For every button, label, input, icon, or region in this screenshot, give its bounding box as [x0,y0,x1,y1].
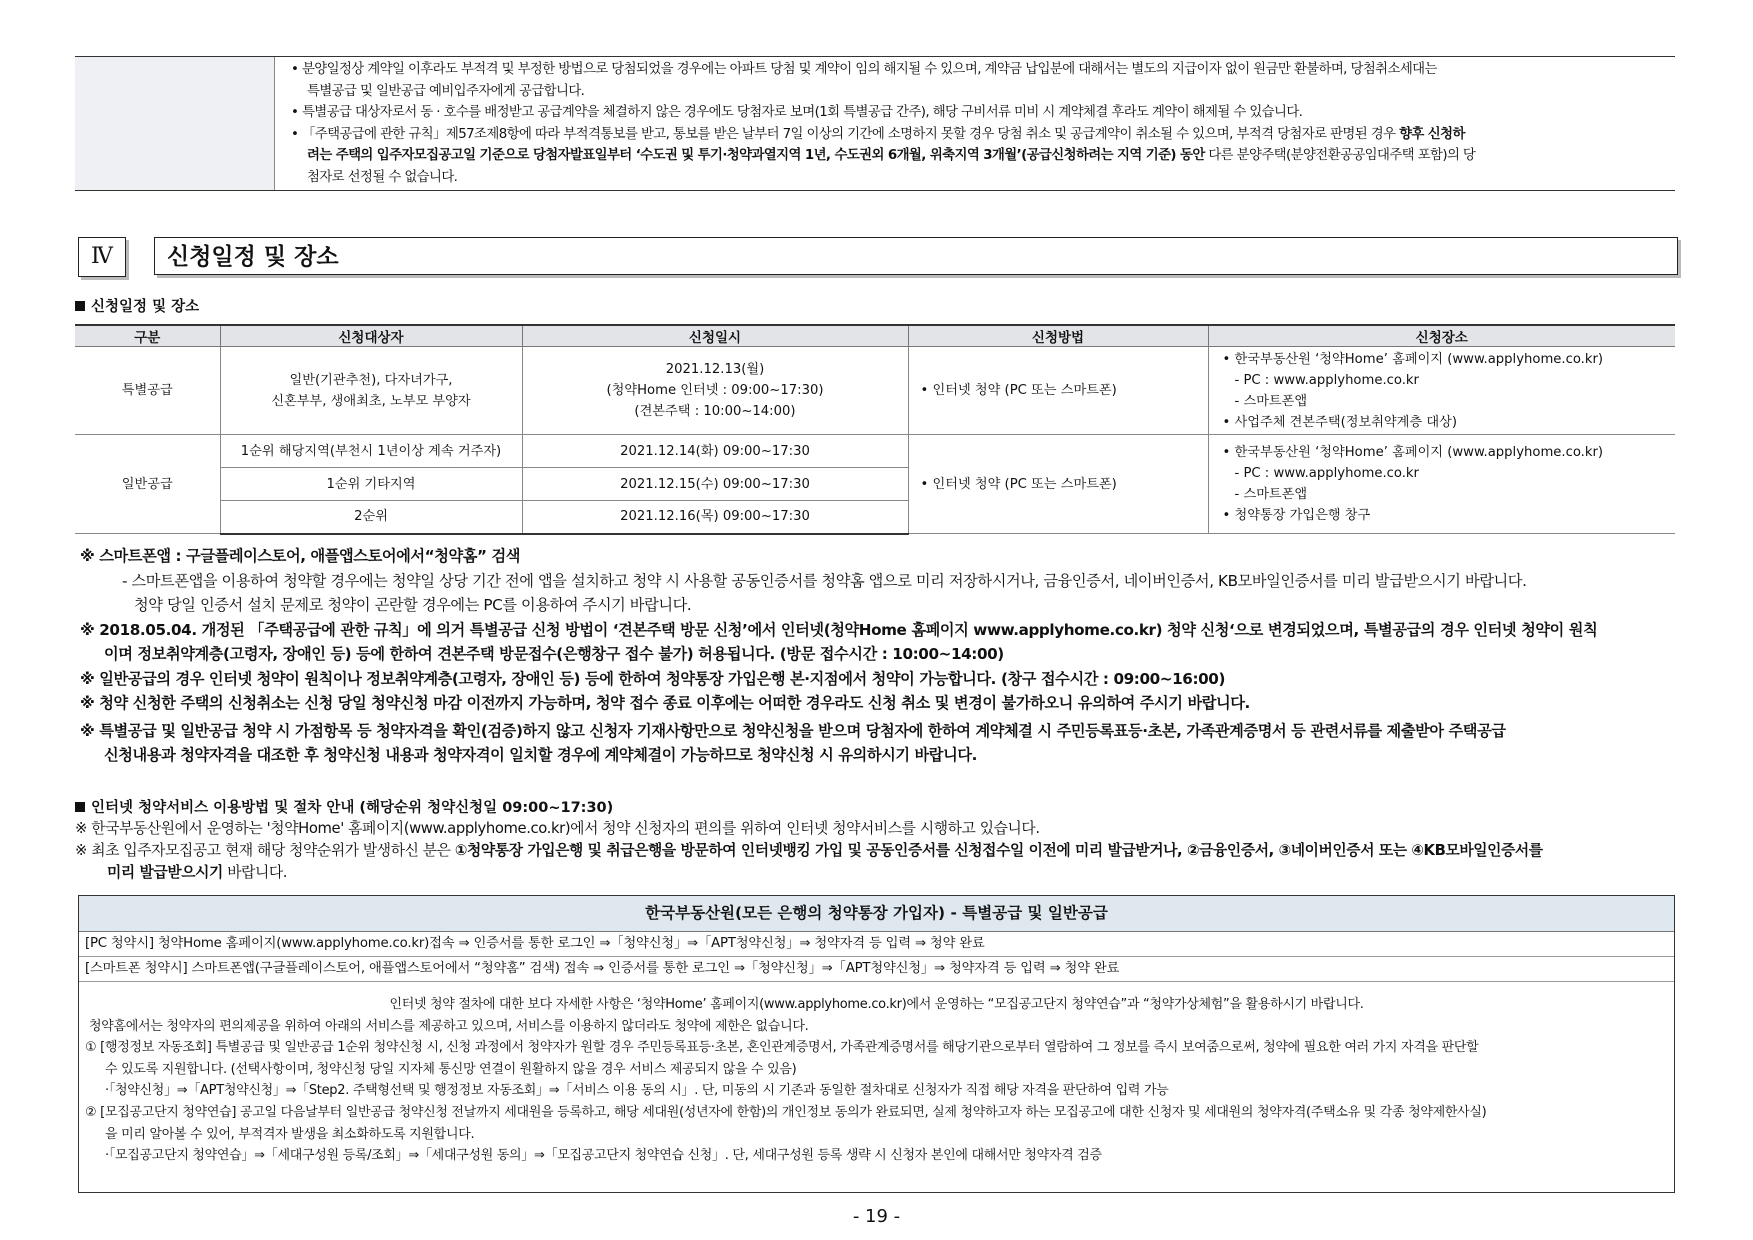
table-row-general [75,435,1675,468]
date-cell: 2021.12.15(수) 09:00~17:30 [522,468,908,501]
top-note-line: 려는 주택의 입주자모집공고일 기준으로 당첨자발표일부터 ‘수도권 및 투기·청약과열지역 1년, 수도권외 6개월, 위축지역 3개월’(공급신청하려는 지역 기준) 동안 다른 분양주택(분양전환공공임대주택 포함)의 당 [307,148,1476,163]
top-note-line: • 「주택공급에 관한 규칙」제57조제8항에 따라 부적격통보를 받고, 통보를 받은 날부터 7일 이상의 기간에 소명하지 못할 경우 당첨 취소 및 공급계약이 취소될 수 있으며, 부적격 당첨자로 판명된 경우 향후 신청하 [291,126,1465,142]
procedure-box-title: 한국부동산원(모든 은행의 청약통장 가입자) - 특별공급 및 일반공급 [79,896,1674,932]
method-cell: • 인터넷 청약 (PC 또는 스마트폰) [908,435,1208,534]
internet-procedure-box [78,895,1675,1193]
detail-line: 을 미리 알아볼 수 있어, 부적격자 발생을 최소화하도록 지원합니다. [105,1126,475,1142]
notes-block [80,544,1597,768]
target-cell: 일반(기관추천), 다자녀가구, 신혼부부, 생애최초, 노부모 부양자 [220,347,522,435]
internet-notes [75,818,1543,884]
target-cell: 1순위 기타지역 [220,468,522,501]
square-bullet-icon [75,301,85,311]
note-line: ※ 특별공급 및 일반공급 청약 시 가점항목 등 청약자격을 확인(검증)하지 않고 신청자 기재사항만으로 청약신청을 받으며 당첨자에 한하여 계약체결 시 주민등록표등·초본, 가족관계증명서 등 관련서류를 제출받아 주택공급 [80,721,1506,740]
category-cell: 특별공급 [75,347,220,435]
detail-line: ② [모집공고단지 청약연습] 공고일 다음날부터 일반공급 청약신청 전날까지 세대원을 등록하고, 해당 세대원(성년자에 한함)의 개인정보 동의가 완료되면, 실제 청약하고자 하는 모집공고에 대한 신청자 및 세대원의 청약자격(주택소유 및 각종 청약제한사실) [85,1104,1487,1120]
top-note-line: • 특별공급 대상자로서 동 · 호수를 배정받고 공급계약을 체결하지 않은 경우에도 당첨자로 보며(1회 특별공급 간주), 해당 구비서류 미비 시 계약체결 후라도 계약이 해제될 수 있습니다. [291,105,1303,120]
target-cell: 1순위 해당지역(부천시 1년이상 계속 거주자) [220,435,522,468]
internet-note: ※ 최초 입주자모집공고 현재 해당 청약순위가 발생하신 분은 ①청약통장 가입은행 및 취급은행을 방문하여 인터넷뱅킹 가입 및 공동인증서를 신청접수일 이전에 미리 발급받거나, ②금융인증서, ③네이버인증서 또는 ④KB모바일인증서를 [75,842,1543,859]
internet-note: 미리 발급받으시기 바랍니다. [107,864,288,881]
note-line: 신청내용과 청약자격을 대조한 후 청약신청 내용과 청약자격이 일치할 경우에 계약체결이 가능하므로 청약신청 시 유의하시기 바랍니다. [104,746,977,764]
note-line: 청약 당일 인증서 설치 문제로 청약이 곤란할 경우에는 PC를 이용하여 주시기 바랍니다. [134,596,692,614]
table-row-special [75,347,1675,435]
detail-line: ① [행정정보 자동조회] 특별공급 및 일반공급 1순위 청약신청 시, 신청 과정에서 청약자가 원할 경우 주민등록표등·초본, 혼인관계증명서, 가족관계증명서를 해당기관으로부터 열람하여 그 정보를 즉시 보여줌으로써, 청약에 필요한 여러 가지 자격을 판단할 [85,1040,1479,1056]
detail-line: 인터넷 청약 절차에 대한 보다 자세한 사항은 ‘청약Home’ 홈페이지(www.applyhome.co.kr)에서 운영하는 “모집공고단지 청약연습”과 “청약가상체험”을 활용하시기 바랍니다. [389,997,1364,1012]
schedule-table [75,324,1675,535]
note-line: ※ 스마트폰앱 : 구글플레이스토어, 애플앱스토어에서“청약홈” 검색 [80,547,521,565]
section-title: 신청일정 및 장소 [154,237,1678,275]
square-bullet-icon [75,802,85,812]
top-note-line: 특별공급 및 일반공급 예비입주자에게 공급합니다. [307,83,585,99]
note-line: ※ 2018.05.04. 개정된 「주택공급에 관한 규칙」에 의거 특별공급 신청 방법이 ‘견본주택 방문 신청’에서 인터넷(청약Home 홈페이지 www.applyhome.co.kr) 청약 신청‘으로 변경되었으며, 특별공급의 경우 인터넷 청약이 원칙 [80,620,1598,639]
target-cell: 2순위 [220,501,522,534]
column-header: 신청장소 [1208,325,1675,347]
phone-procedure-row: [스마트폰 청약시] 스마트폰앱(구글플레이스토어, 애플앱스토어에서 “청약홈” 검색) 접속 ⇒ 인증서를 통한 로그인 ⇒「청약신청」⇒「APT청약신청」⇒ 청약자격 등 입력 ⇒ 청약 완료 [79,957,1674,982]
note-line: ※ 청약 신청한 주택의 신청취소는 신청 당일 청약신청 마감 이전까지 가능하며, 청약 접수 종료 이후에는 어떠한 경우라도 신청 취소 및 변경이 불가하오니 유의하여 주시기 바랍니다. [80,694,1250,712]
internet-note: ※ 한국부동산원에서 운영하는 '청약Home' 홈페이지(www.applyhome.co.kr)에서 청약 신청자의 편의를 위하여 인터넷 청약서비스를 시행하고 있습니다. [75,820,1040,837]
schedule-heading: 신청일정 및 장소 [75,295,199,316]
detail-line: ·「모집공고단지 청약연습」⇒「세대구성원 등록/조회」⇒「세대구성원 동의」⇒「모집공고단지 청약연습 신청」. 단, 세대구성원 등록 생략 시 신청자 본인에 대해서만 청약자격 검증 [105,1148,1102,1164]
pc-procedure-row: [PC 청약시] 청약Home 홈페이지(www.applyhome.co.kr)접속 ⇒ 인증서를 통한 로그인 ⇒「청약신청」⇒「APT청약신청」⇒ 청약자격 등 입력 ⇒ 청약 완료 [79,932,1674,957]
top-note-line: • 분양일정상 계약일 이후라도 부적격 및 부정한 방법으로 당첨되었을 경우에는 아파트 당첨 및 계약이 임의 해지될 수 있으며, 계약금 납입분에 대해서는 별도의 지급이자 없이 원금만 환불하며, 당첨취소세대는 [291,62,1437,77]
column-header: 신청일시 [522,325,908,347]
method-cell: • 인터넷 청약 (PC 또는 스마트폰) [908,347,1208,435]
note-line: ※ 일반공급의 경우 인터넷 청약이 원칙이나 정보취약계층(고령자, 장애인 등) 등에 한하여 청약통장 가입은행 본·지점에서 청약이 가능합니다. (창구 접수시간 : 09:00~16:00) [80,669,1225,688]
top-notes-label-cell [75,57,275,190]
note-line: 이며 정보취약계층(고령자, 장애인 등) 등에 한하여 견본주택 방문접수(은행창구 접수 불가) 허용됩니다. (방문 접수시간 : 10:00~14:00) [104,645,1004,663]
detail-line: 청약홈에서는 청약자의 편의제공을 위하여 아래의 서비스를 제공하고 있으며, 서비스를 이용하지 않더라도 청약에 제한은 없습니다. [89,1018,809,1034]
table-header-row [75,325,1675,347]
column-header: 구분 [75,325,220,347]
top-notes-table [75,56,1675,191]
place-cell: • 한국부동산원 ‘청약Home’ 홈페이지 (www.applyhome.co.kr) - PC : www.applyhome.co.kr - 스마트폰앱 • 청약통장 가입은행 창구 [1208,435,1675,534]
category-cell: 일반공급 [75,435,220,534]
note-line: - 스마트폰앱을 이용하여 청약할 경우에는 청약일 상당 기간 전에 앱을 설치하고 청약 시 사용할 공동인증서를 청약홈 앱으로 미리 저장하시거나, 금융인증서, 네이버인증서, KB모바일인증서를 미리 발급받으시기 바랍니다. [122,571,1527,590]
column-header: 신청방법 [908,325,1208,347]
procedure-details [79,982,1674,1167]
top-note-line: 첨자로 선정될 수 없습니다. [307,169,458,185]
date-cell: 2021.12.16(목) 09:00~17:30 [522,501,908,534]
date-cell: 2021.12.14(화) 09:00~17:30 [522,435,908,468]
top-notes-content [275,57,1675,190]
page-number: - 19 - [852,1206,901,1227]
place-cell: • 한국부동산원 ‘청약Home’ 홈페이지 (www.applyhome.co.kr) - PC : www.applyhome.co.kr - 스마트폰앱 • 사업주체 견본주택(정보취약계층 대상) [1208,347,1675,435]
detail-line: 수 있도록 지원합니다. (선택사항이며, 청약신청 당일 지자체 통신망 연결이 원활하지 않을 경우 서비스 제공되지 않을 수 있음) [105,1061,797,1077]
date-cell: 2021.12.13(월) (청약Home 인터넷 : 09:00~17:30) (견본주택 : 10:00~14:00) [522,347,908,435]
column-header: 신청대상자 [220,325,522,347]
detail-line: ·「청약신청」⇒「APT청약신청」⇒「Step2. 주택형선택 및 행정정보 자동조회」⇒「서비스 이용 동의 시」. 단, 미동의 시 기존과 동일한 절차대로 신청자가 직접 해당 자격을 판단하여 입력 가능 [105,1083,1169,1099]
section-number: Ⅳ [78,237,126,277]
internet-heading: 인터넷 청약서비스 이용방법 및 절차 안내 (해당순위 청약신청일 09:00~17:30) [75,796,613,817]
